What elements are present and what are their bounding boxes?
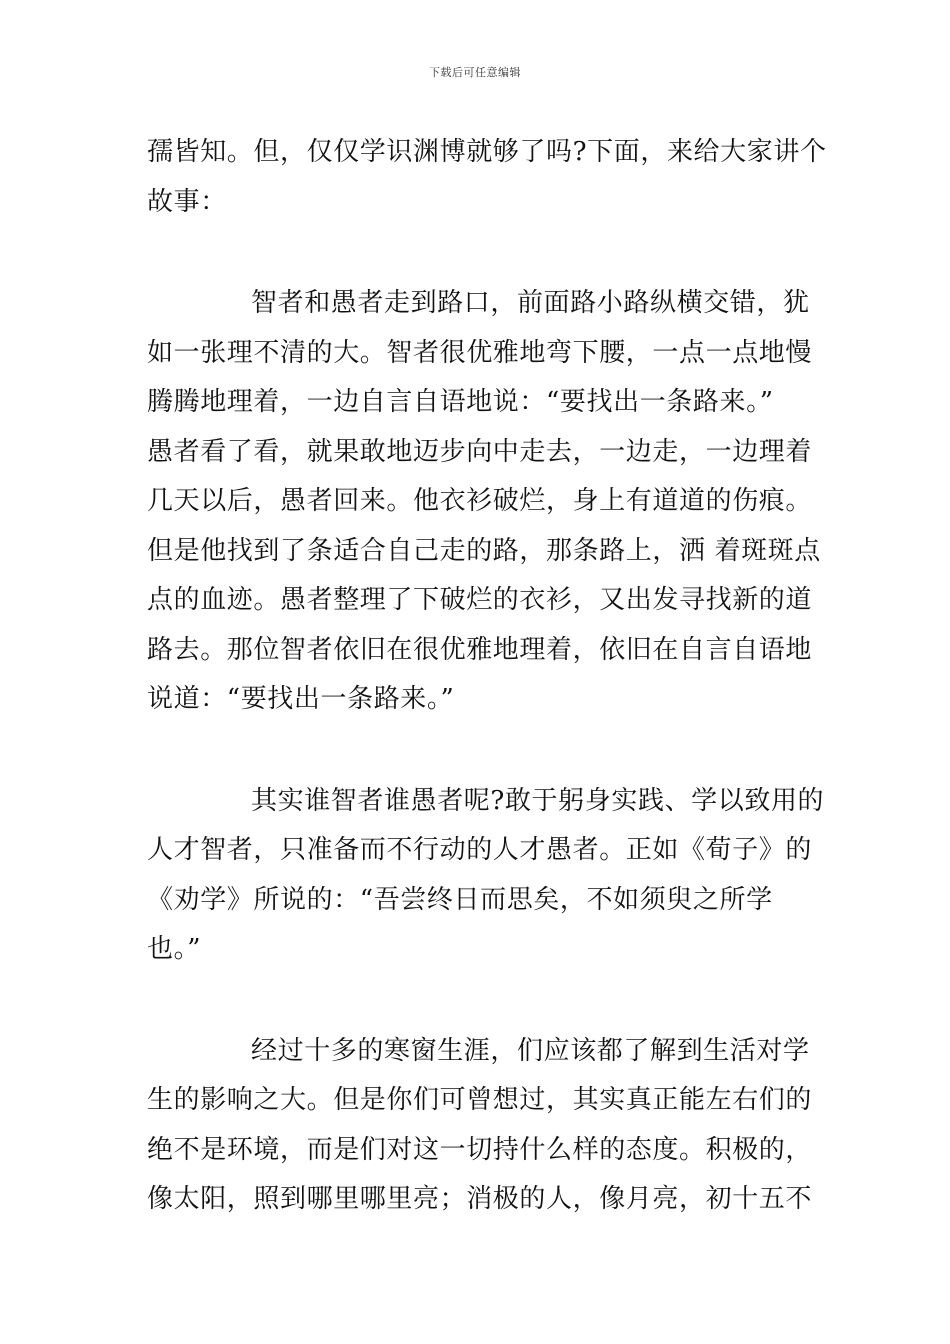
text-line: 智者和愚者走到路口，前面路小路纵横交错，犹 bbox=[251, 288, 810, 318]
text-line: 如一张理不清的大。智者很优雅地弯下腰，一点一点地慢 bbox=[147, 337, 813, 368]
paragraph-story bbox=[147, 279, 821, 725]
text-line: 经过十多的寒窗生涯，们应该都了解到生活对学 bbox=[251, 1035, 810, 1066]
paragraph-reflection bbox=[147, 777, 825, 975]
paragraph-gap bbox=[147, 725, 807, 777]
text-line: 生的影响之大。但是你们可曾想过，其实真正能左右们的 bbox=[147, 1085, 813, 1115]
text-line: 腾腾地理着，一边自言自语地说：“要找出一条路来。” bbox=[147, 387, 774, 417]
text-line: 其实谁智者谁愚者呢?敢于躬身实践、学以致用的 bbox=[251, 785, 825, 816]
paragraph-gap bbox=[147, 975, 807, 1027]
text-line: 几天以后，愚者回来。他衣衫破烂，身上有道道的伤痕。 bbox=[147, 486, 813, 516]
paragraph-intro bbox=[147, 128, 827, 227]
paragraph-attitude bbox=[147, 1027, 813, 1225]
text-line: 愚者看了看，就果敢地迈步向中走去，一边走，一边理着 bbox=[147, 436, 813, 467]
text-line: 绝不是环境，而是们对这一切持什么样的态度。积极的， bbox=[147, 1134, 813, 1165]
text-line: 路去。那位智者依旧在很优雅地理着，依旧在自言自语地 bbox=[147, 634, 813, 665]
text-line: 像太阳，照到哪里哪里亮；消极的人，像月亮，初十五不 bbox=[147, 1184, 813, 1214]
text-line: 孺皆知。但，仅仅学识渊博就够了吗?下面，来给大家讲个 bbox=[147, 137, 827, 167]
text-line: 但是他找到了条适合自己走的路，那条路上，洒 着斑斑点 bbox=[147, 535, 821, 566]
text-line: 也。” bbox=[147, 934, 202, 964]
document-body bbox=[147, 128, 827, 1225]
text-line: 说道：“要找出一条路来。” bbox=[147, 684, 455, 714]
text-line: 《劝学》所说的：“吾尝终日而思矣，不如须臾之所学 bbox=[147, 884, 773, 915]
text-line: 点的血迹。愚者整理了下破烂的衣衫，又出发寻找新的道 bbox=[147, 585, 813, 615]
page-header: 下载后可任意编辑 bbox=[429, 66, 521, 79]
text-line: 故事： bbox=[147, 186, 227, 217]
paragraph-gap bbox=[147, 227, 807, 279]
text-line: 人才智者，只准备而不行动的人才愚者。正如《荀子》的 bbox=[147, 835, 813, 865]
